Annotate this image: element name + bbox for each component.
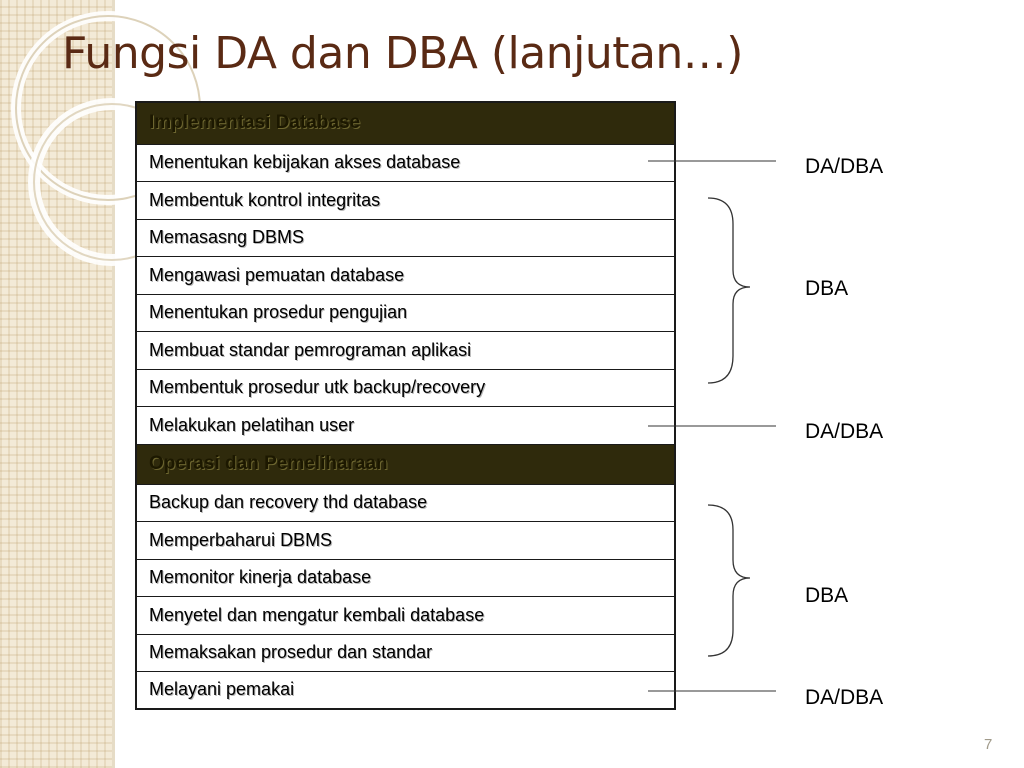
table-cell: Membentuk kontrol integritas [136,181,675,219]
page-number: 7 [984,736,993,753]
table-row [136,521,675,559]
table-row [136,144,675,181]
table-cell: Memasasng DBMS [136,219,675,256]
brace-bracket [708,198,750,383]
section-header-cell: Implementasi Database [136,102,675,144]
table-cell: Membentuk prosedur utk backup/recovery [136,369,675,406]
table-row [136,256,675,294]
page-title: Fungsi DA dan DBA (lanjutan…) [62,28,743,79]
table-row [136,406,675,444]
table-cell: Memaksakan prosedur dan standar [136,634,675,671]
table-row [136,294,675,331]
table-cell: Mengawasi pemuatan database [136,256,675,294]
table-row [136,596,675,634]
table-section-header [136,102,675,144]
table-section-header [136,444,675,484]
table-row [136,181,675,219]
table-cell: Melakukan pelatihan user [136,406,675,444]
brace-bracket [708,505,750,656]
table-cell: Menentukan kebijakan akses database [136,144,675,181]
table-cell: Membuat standar pemrograman aplikasi [136,331,675,369]
table-row [136,369,675,406]
table-row [136,484,675,521]
table-row [136,219,675,256]
role-label: DA/DBA [805,686,884,709]
table-row [136,671,675,709]
table-row [136,559,675,596]
role-label: DBA [805,277,849,300]
table-cell: Melayani pemakai [136,671,675,709]
role-label: DBA [805,584,849,607]
section-header-cell: Operasi dan Pemeliharaan [136,444,675,484]
table-cell: Menentukan prosedur pengujian [136,294,675,331]
table-cell: Backup dan recovery thd database [136,484,675,521]
table-row [136,331,675,369]
table-cell: Menyetel dan mengatur kembali database [136,596,675,634]
table-cell: Memperbaharui DBMS [136,521,675,559]
role-label: DA/DBA [805,420,884,443]
table-row [136,634,675,671]
role-label: DA/DBA [805,155,884,178]
table-cell: Memonitor kinerja database [136,559,675,596]
functions-table [135,101,676,710]
